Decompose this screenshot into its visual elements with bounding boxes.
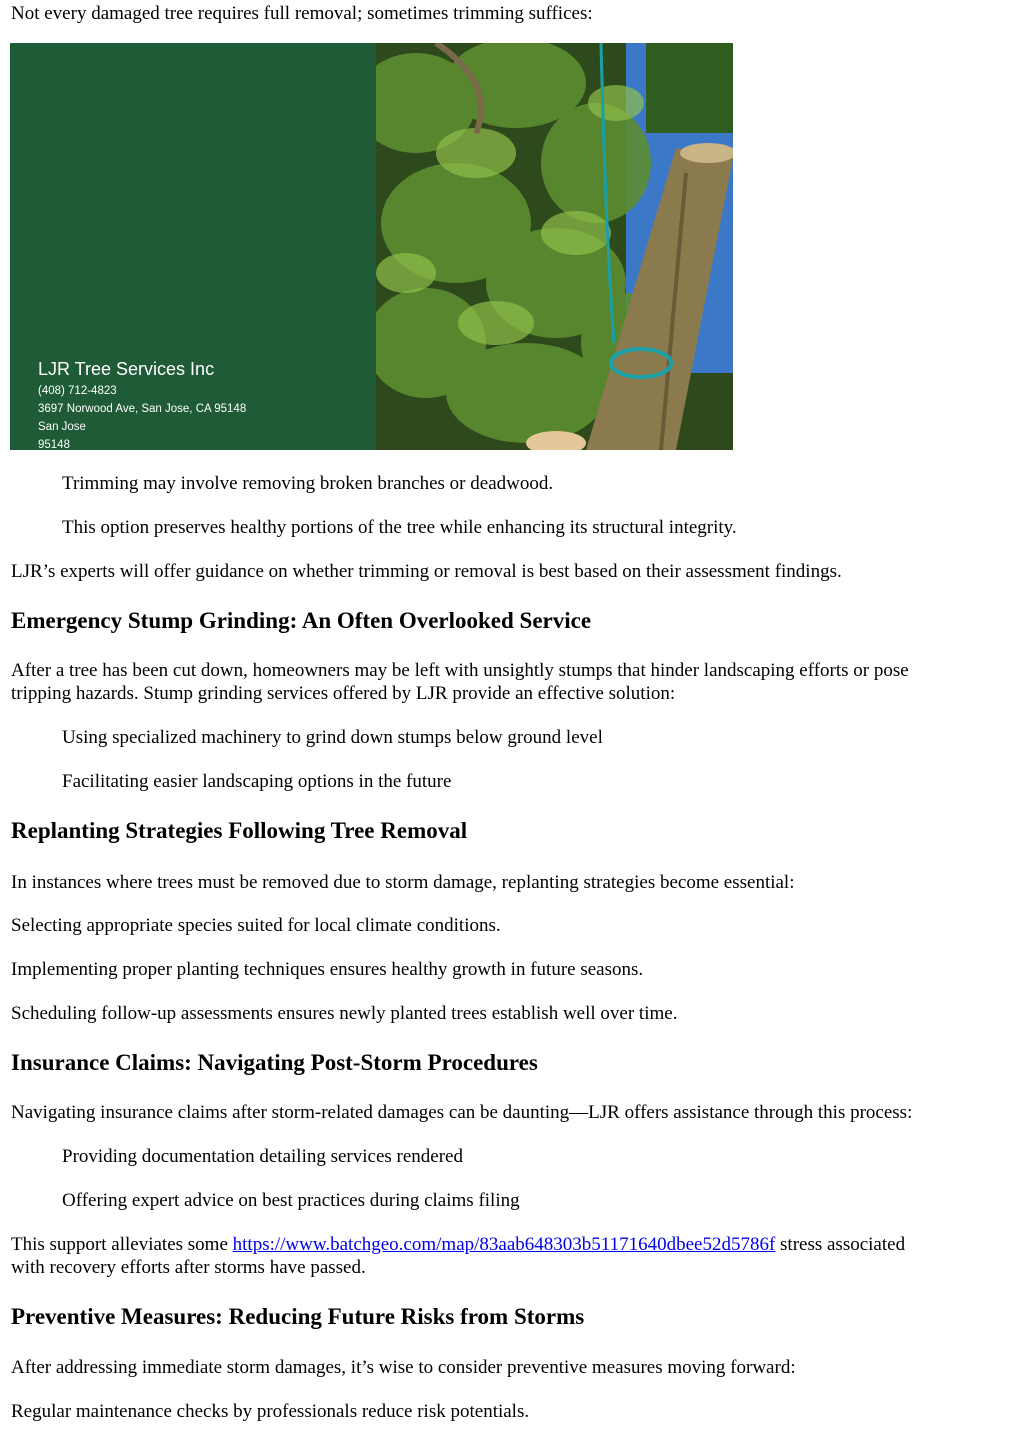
support-paragraph: [11, 1233, 905, 1256]
section-heading: Emergency Stump Grinding: An Often Overlooked Service: [11, 608, 592, 633]
list-item: Facilitating easier landscaping options in the future: [62, 771, 452, 792]
support-text-before: This support alleviates some: [11, 1234, 233, 1255]
list-item: Scheduling follow-up assessments ensures newly planted trees establish well over time.: [11, 1003, 678, 1024]
list-item: This option preserves healthy portions of the tree while enhancing its structural integrity.: [62, 517, 737, 538]
banner-green-panel: [10, 43, 376, 450]
list-item: Offering expert advice on best practices during claims filing: [62, 1190, 520, 1211]
list-item: Providing documentation detailing services rendered: [62, 1146, 463, 1167]
intro-text: Not every damaged tree requires full removal; sometimes trimming suffices:: [11, 3, 593, 24]
paragraph: tripping hazards. Stump grinding services offered by LJR provide an effective solution:: [11, 683, 676, 704]
section-heading: Insurance Claims: Navigating Post-Storm Procedures: [11, 1050, 538, 1075]
paragraph: Navigating insurance claims after storm-related damages can be daunting—LJR offers assistance through this process:: [11, 1102, 913, 1123]
list-item: Using specialized machinery to grind down stumps below ground level: [62, 727, 603, 748]
batchgeo-map-link[interactable]: https://www.batchgeo.com/map/83aab648303b51171640dbee52d5786f: [232, 1234, 776, 1255]
list-item: Selecting appropriate species suited for local climate conditions.: [11, 915, 501, 936]
business-city: San Jose: [38, 421, 86, 433]
business-banner-image: [10, 43, 733, 450]
paragraph: with recovery efforts after storms have passed.: [11, 1257, 366, 1278]
section-heading: Replanting Strategies Following Tree Removal: [11, 818, 468, 843]
paragraph: After a tree has been cut down, homeowners may be left with unsightly stumps that hinder landscaping efforts or pose: [11, 660, 909, 681]
list-item: Trimming may involve removing broken branches or deadwood.: [62, 473, 554, 494]
business-address: 3697 Norwood Ave, San Jose, CA 95148: [38, 403, 247, 415]
business-zip: 95148: [38, 439, 70, 450]
paragraph: In instances where trees must be removed due to storm damage, replanting strategies become essential:: [11, 872, 795, 893]
paragraph: After addressing immediate storm damages, it’s wise to consider preventive measures moving forward:: [11, 1357, 796, 1378]
list-item: Regular maintenance checks by professionals reduce risk potentials.: [11, 1401, 530, 1422]
support-text-after: stress associated: [775, 1234, 906, 1255]
business-name: LJR Tree Services Inc: [38, 359, 215, 379]
list-item: Implementing proper planting techniques ensures healthy growth in future seasons.: [11, 959, 644, 980]
tree-trimming-photo: [376, 43, 733, 450]
section-heading: Preventive Measures: Reducing Future Risks from Storms: [11, 1304, 585, 1329]
paragraph: LJR’s experts will offer guidance on whether trimming or removal is best based on their assessment findings.: [11, 561, 842, 582]
business-phone: (408) 712-4823: [38, 385, 117, 397]
